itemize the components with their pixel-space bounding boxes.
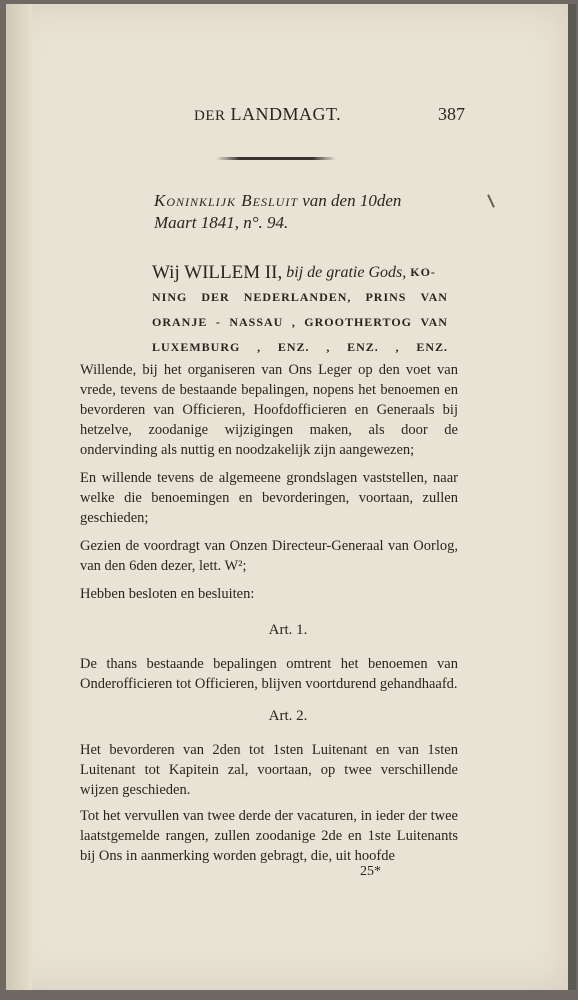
word: ORANJE: [152, 315, 208, 329]
word: ENZ.: [277, 340, 310, 354]
decree-title-date: van den 10den: [298, 191, 402, 210]
decree-title: [154, 190, 444, 234]
word: ,: [291, 315, 296, 329]
word: ,: [326, 340, 331, 354]
word: VAN: [420, 315, 448, 329]
page-edge: [568, 4, 576, 990]
word: ENZ.: [347, 340, 379, 354]
opening-line-3: [152, 310, 448, 335]
article-1-text: De thans bestaande bepalingen omtrent het benoemen van Onderofficieren tot Officieren, blijven voortdurend gehandhaafd.: [80, 656, 458, 692]
article-2-text-a: Het bevorderen van 2den tot 1sten Luitenant en van 1sten Luitenant tot Kapitein zal, voortaan, op twee verschillende wijzen geschieden.: [80, 742, 458, 798]
opening-line-4: [152, 335, 448, 360]
book-page: [6, 4, 570, 990]
word: LUXEMBURG: [152, 340, 241, 354]
decree-title-line1: [154, 190, 444, 212]
opening-italic: bij de gratie Gods,: [282, 264, 407, 281]
paragraph-willende: Willende, bij het organiseren van Ons Leger op den voet van vrede, tevens de bestaande bepalingen, nopens het benoemen en bevorderen van Officieren, Hoofdofficieren en Generaals bij hetzelve, zoodanige wijzigingen maken, als door de ondervinding als nuttig en noodzakelijk zijn aangewezen;: [80, 362, 458, 458]
word: GROOTHERTOG: [304, 315, 413, 329]
running-head-prefix: DER: [194, 108, 226, 124]
royal-opening: [152, 260, 448, 360]
page-spine-shadow: [6, 4, 32, 990]
word: NING: [152, 290, 188, 304]
paragraph-en-willende: En willende tevens de algemeene grondslagen vaststellen, naar welke die benoemingen en bevorderingen, voortaan, zullen geschieden;: [80, 470, 458, 526]
page-number: 387: [438, 104, 465, 124]
paragraph-hebben: Hebben besloten en besluiten:: [80, 586, 255, 602]
word: -: [215, 315, 221, 329]
decree-title-smallcaps: Koninklijk Besluit: [154, 191, 298, 210]
opening-line-1: [152, 260, 448, 285]
running-head: [6, 104, 570, 134]
ornamental-rule: [216, 157, 336, 160]
opening-caps: KO-: [406, 265, 436, 279]
running-head-title: [194, 104, 341, 125]
article-2-heading: Art. 2.: [268, 708, 308, 724]
word: PRINS: [365, 290, 407, 304]
word: DER: [201, 290, 230, 304]
word: ,: [257, 340, 262, 354]
word: VAN: [420, 290, 448, 304]
article-2-text-b: Tot het vervullen van twee derde der vacaturen, in ieder der twee laatstgemelde rangen, zullen zoodanige 2de en 1ste Luitenants bij Ons in aanmerking worden gebragt, die, uit hoofde: [80, 808, 458, 864]
article-1-heading: Art. 1.: [268, 622, 308, 638]
decree-title-line2: Maart 1841, n°. 94.: [154, 213, 289, 232]
paragraph-gezien: Gezien de voordragt van Onzen Directeur-Generaal van Oorlog, van den 6den dezer, lett. W²;: [80, 538, 458, 574]
signature-mark: 25*: [360, 864, 381, 879]
word: NEDERLANDEN,: [243, 290, 352, 304]
opening-line-2: [152, 285, 448, 310]
word: ENZ.: [416, 340, 448, 354]
word: NASSAU: [229, 315, 284, 329]
running-head-main: LANDMAGT.: [230, 104, 342, 124]
word: ,: [395, 340, 400, 354]
ink-mark: [487, 194, 495, 208]
opening-lead: Wij WILLEM II,: [152, 262, 283, 283]
